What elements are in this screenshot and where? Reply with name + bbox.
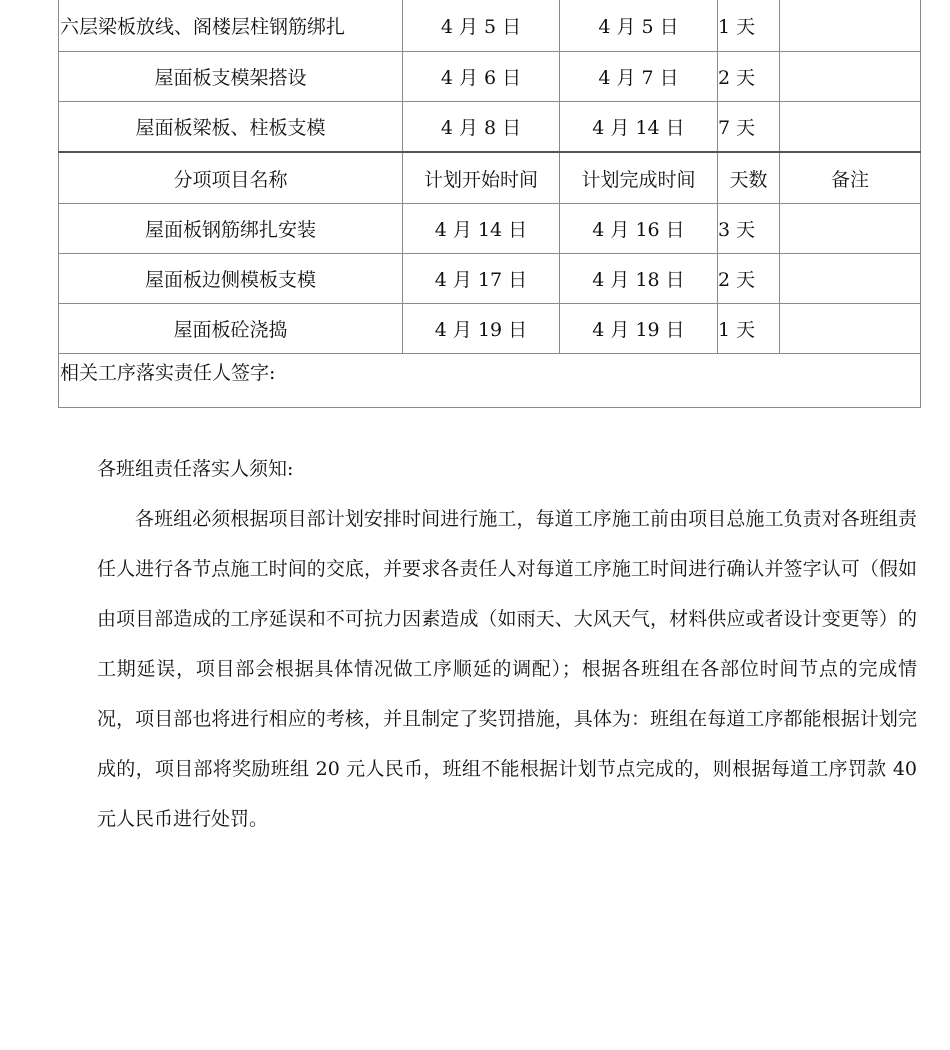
end-date-cell: 4 月 19 日	[560, 304, 718, 354]
start-date-cell: 4 月 6 日	[403, 52, 560, 102]
schedule-table	[58, 0, 921, 408]
start-date-cell: 4 月 5 日	[403, 0, 560, 52]
header-note: 备注	[780, 152, 921, 204]
days-cell: 2 天	[718, 254, 780, 304]
table-row	[59, 204, 921, 254]
header-end-time: 计划完成时间	[560, 152, 718, 204]
notes-body: 各班组必须根据项目部计划安排时间进行施工，每道工序施工前由项目总施工负责对各班组责任人进行各节点施工时间的交底，并要求各责任人对每道工序施工时间进行确认并签字认可（假如由项目部造成的工序延误和不可抗力因素造成（如雨天、大风天气，材料供应或者设计变更等）的工期延误，项目部会根据具体情况做工序顺延的调配）；根据各班组在各部位时间节点的完成情况，项目部也将进行相应的考核，并且制定了奖罚措施，具体为：班组在每道工序都能根据计划完成的，项目部将奖励班组 20 元人民币，班组不能根据计划节点完成的，则根据每道工序罚款 40 元人民币进行处罚。	[97, 508, 917, 830]
notes-title: 各班组责任落实人须知:	[97, 458, 294, 480]
end-date-cell: 4 月 16 日	[560, 204, 718, 254]
table-row	[59, 102, 921, 153]
start-date-cell: 4 月 19 日	[403, 304, 560, 354]
note-cell	[780, 52, 921, 102]
start-date-cell: 4 月 14 日	[403, 204, 560, 254]
end-date-cell: 4 月 7 日	[560, 52, 718, 102]
table-row	[59, 0, 921, 52]
note-cell	[780, 102, 921, 153]
days-cell: 1 天	[718, 304, 780, 354]
end-date-cell: 4 月 18 日	[560, 254, 718, 304]
task-name-cell: 屋面板砼浇捣	[59, 304, 403, 354]
header-start-time: 计划开始时间	[403, 152, 560, 204]
days-cell: 1 天	[718, 0, 780, 52]
signature-label: 相关工序落实责任人签字:	[59, 354, 921, 408]
start-date-cell: 4 月 8 日	[403, 102, 560, 153]
responsibility-notes	[97, 444, 917, 844]
days-cell: 7 天	[718, 102, 780, 153]
note-cell	[780, 254, 921, 304]
task-name-cell: 屋面板边侧模板支模	[59, 254, 403, 304]
days-cell: 2 天	[718, 52, 780, 102]
task-name-cell: 六层梁板放线、阁楼层柱钢筋绑扎	[59, 0, 403, 52]
table-row	[59, 52, 921, 102]
note-cell	[780, 204, 921, 254]
task-name-cell: 屋面板钢筋绑扎安装	[59, 204, 403, 254]
table-row	[59, 254, 921, 304]
header-days: 天数	[718, 152, 780, 204]
signature-row	[59, 354, 921, 408]
header-task-name: 分项项目名称	[59, 152, 403, 204]
note-cell	[780, 304, 921, 354]
days-cell: 3 天	[718, 204, 780, 254]
task-name-cell: 屋面板支模架搭设	[59, 52, 403, 102]
start-date-cell: 4 月 17 日	[403, 254, 560, 304]
end-date-cell: 4 月 5 日	[560, 0, 718, 52]
note-cell	[780, 0, 921, 52]
table-row	[59, 304, 921, 354]
task-name-cell: 屋面板梁板、柱板支模	[59, 102, 403, 153]
table-header-row	[59, 152, 921, 204]
end-date-cell: 4 月 14 日	[560, 102, 718, 153]
